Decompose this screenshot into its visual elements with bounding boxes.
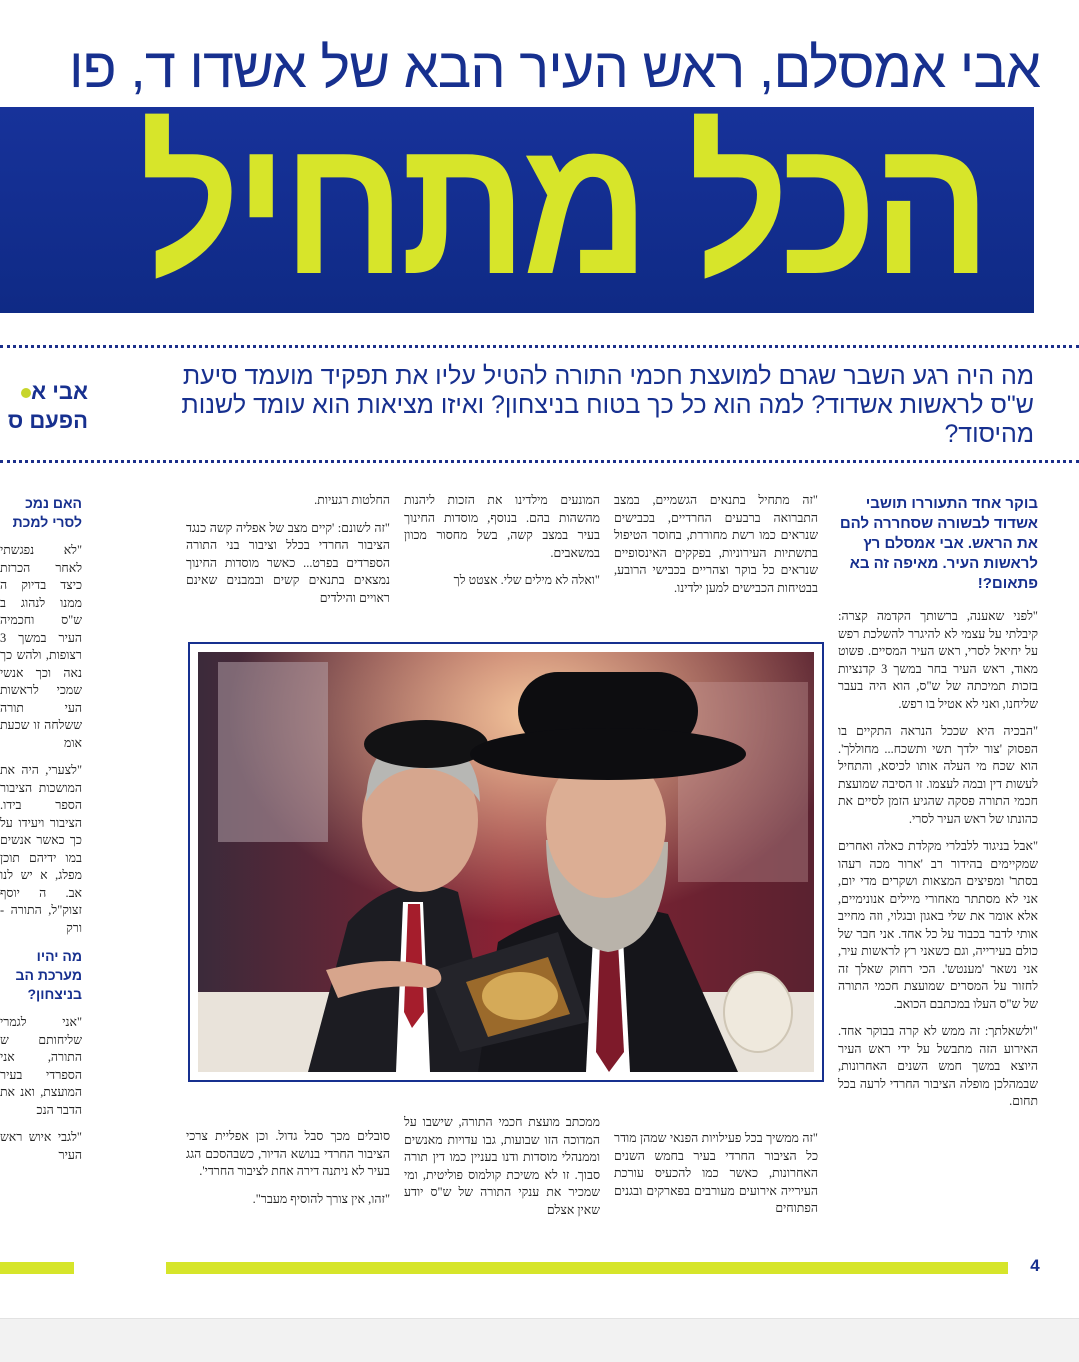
paragraph: "ולשאלתך: זה ממש לא קרה בבוקר אחד. האירוע הזה מתבשל על ידי ראש העיר היוצא במשך חמש השנים האחרונות, שבמהלכן מופלה הציבור החרדי לרעה בכל תחום.: [838, 1024, 1038, 1108]
paragraph: "זה ממשיך בכל פעילויות הפנאי שמהן מודר כל הציבור החרדי בעיר בחמש השנים האחרונות, כאשר כמו להכעיס עורכת העירייה אירועים מעורבים בפארקים ובגנים הפתוחים: [614, 1131, 818, 1215]
column-5-body: [0, 542, 82, 937]
paragraph: "אבל בניגוד ללבלרי מקלדת כאלה ואחרים שמקיימים בהידור רב 'ארור מכה רעהו בסתר' ומפיצים המצאות ושקרים מדי יום, אני לא מסתתר מאחורי מיילים אנונימיים, אלא אומר את שלי באגון ובגלוי, וזה מחייב אותי לדבר בכבוד על כל אחד. אני חבר של כולם בעירייה, וגם כשאני רץ לראשות עיר, אני נשאר 'מענטש'. הכי רחוק שאלך זה לחזור על המסרים שמועצת חכמי התורה של ש"ס העלו במכתבם הכואב.: [838, 839, 1038, 1011]
paragraph: "ואלה לא מילים שלי. אצטט לך: [453, 573, 600, 587]
column-5-body-2: [0, 1014, 82, 1164]
teaser-line-1: אבי א: [31, 379, 88, 404]
divider-top: [0, 345, 1079, 348]
paragraph: סובלים מכך סבל גדול. וכן אפליית צרכי הציבור החרדי בנושא הדיור, כשבהסכם הגג בעיר לא ניתנה דירה אחת לציבור החרדי'.: [186, 1129, 390, 1178]
column-3-bottom: [404, 1114, 600, 1248]
photo-illustration: [198, 652, 814, 1072]
headline-banner: [0, 107, 1034, 313]
column-3-top: [404, 492, 600, 600]
paragraph: "זה מתחיל בתנאים הגשמיים, במצב התברואה ברבעים החרדיים, בכבישים שנראים כמו רשת מחוררת, בחוסר הטיפול בתשתיות העירוניות, בפקקים האינסופיים שנראים כל בוקר וצהריים בכבישי הרובע, בבטיחות הכבישים למען ילדינו.: [614, 493, 818, 595]
column-1: [838, 494, 1038, 1121]
paragraph: "הבכיה היא שככל הנראה התקיים בו הפסוק 'צור ילדך תשי ותשכח... מחוללך'. הוא שכח מי העלה אותו לכיסא, והתחיל לעשות דין ובמה לעצמו. זו הסיבה שמועצת חכמי התורה פסקה שהגיע הזמן לסיים את כהונתו של ראש העיר לסרי.: [838, 724, 1038, 826]
article-photo: [198, 652, 814, 1072]
paragraph: "לגבי איוש ראש העיר: [0, 1130, 82, 1162]
folio-bar-left: [0, 1262, 74, 1274]
article-photo-frame: [188, 642, 824, 1082]
column-4-top: [186, 492, 390, 617]
column-2-top: [614, 492, 818, 607]
interview-question: האם נמכ לסרי למכת: [12, 495, 82, 530]
sidebar-teaser: [0, 377, 88, 435]
divider-bottom: [0, 460, 1079, 463]
teaser-line-2: הפעם ס: [7, 408, 88, 433]
headline-title: הכל מתחיל: [139, 107, 986, 313]
paragraph: ממכתב מועצת חכמי התורה, שישבו על המדוכה הזו שבועות, גבו עדויות מאנשים וממנהלי מוסדות ודנו בעניין כמו דין תורה סבוך. זו לא משיכת קולמוס פוליטית, ומי שמכיר את ענקי התורה של ש"ס יודע שאין אצלם: [404, 1115, 600, 1217]
paragraph: "זהו, אין צורך להוסיף מעבר".: [252, 1191, 390, 1206]
paragraph: "אני לגמרי שליחותם ש התורה, אני הספרדי בעיר המועצת, ואנ את הדבר הנכ: [0, 1015, 82, 1117]
paragraph: "לא נפגשתי לאחר הכרזת כיצד בדיוק ה ממנו לנהוג ב ש"ס וחכמיה העיר במשך 3 רצופות, ולהש כך נאה וכך אנשי שמכי לראשות העי תורה ששלחה זו שכעת אומ: [0, 543, 82, 750]
paragraph: "לפני שאענה, ברשותך הקדמה קצרה: קיבלתי על עצמי לא להיגרר להשלכת רפש על יחיאל לסרי, ראש העיר המסיים. פשוט מאוד, ראש העיר בחר במשך 3 קדנציות בזכות תמיכתה של ש"ס, הוא היה בעבר שליחנו, ואני לא אטיל בו רפש.: [838, 609, 1038, 711]
viewer-bottom-bar: [0, 1318, 1079, 1362]
paragraph: "זה לשונם: 'קיים מצב של אפליה קשה כנגד הציבור החרדי בכלל וציבור בני התורה הספרדים בפרט... כאשר מוסדות החינוך נמצאים בתנאים קשים ובמבנים שאינם ראויים והילדים: [186, 520, 390, 605]
bullet-dot-icon: [21, 388, 31, 398]
paragraph: המונעים מילדינו את הזכות ליהנות מהשהות בהם. בנוסף, מוסדות החינוך בעיר במצב קשה, בשל מחסור מכוון במשאבים.: [404, 493, 600, 560]
paragraph: החלטות רגעיות.: [314, 493, 390, 507]
paragraph: "לצערי, היה את המושכות הציבור הספר בידו. הציבור ויעידו על כך כאשר אנשים במו ידיהם תוכן מפלג, א יש לנו אב. ה יוסף זצוק"ל, התורה - ורק: [0, 763, 82, 935]
column-4-bottom: [186, 1128, 390, 1218]
page-number: 4: [1030, 1256, 1040, 1275]
article-kicker: אבי אמסלם, ראש העיר הבא של אשדו ד, פו: [69, 36, 1040, 99]
column-1-body: [838, 608, 1038, 1111]
column-2-bottom: [614, 1130, 818, 1248]
interview-question: מה יהיו מערכת הב בניצחון?: [15, 948, 82, 1002]
folio-bar: [166, 1262, 1008, 1274]
article-subhead: מה היה רגע השבר שגרם למועצת חכמי התורה להטיל עליו את תפקיד מועמד סיעת ש"ס לראשות אשדוד? למה הוא כל כך בטוח בניצחון? ואיזו מציאות הוא עומד לשנות מהיסוד?: [181, 362, 1034, 448]
interview-question: בוקר אחד התעוררו תושבי אשדוד לבשורה שסחררה להם את הראש. אבי אמסלם רץ לראשות העיר. מאיפה זה בא פתאום?!: [839, 495, 1038, 592]
column-5-cropped: [0, 494, 82, 1224]
